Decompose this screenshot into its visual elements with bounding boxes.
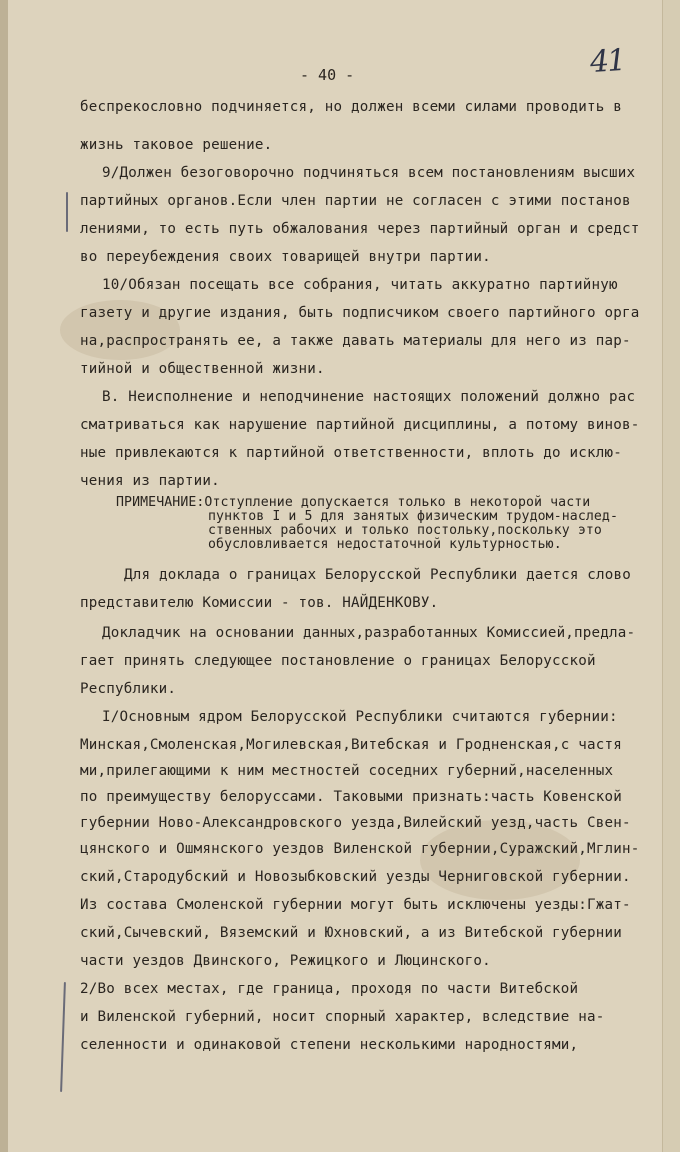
- text-line: жизнь таковое решение.: [80, 137, 273, 153]
- text-line: Для доклада о границах Белорусской Республики дается слово: [124, 567, 632, 583]
- text-line: лениями, то есть путь обжалования через партийный орган и средст: [80, 221, 640, 237]
- text-line: сматриваться как нарушение партийной дисциплины, а потому винов-: [80, 417, 640, 433]
- text-line: ский,Стародубский и Новозыбковский уезды Черниговской губернии.: [80, 869, 631, 885]
- page-number: - 40 -: [300, 66, 355, 84]
- note-line: обусловливается недостаточной культурностью.: [208, 537, 562, 552]
- archive-sheet-number: 41: [588, 42, 626, 81]
- note-line: ственных рабочих и только постольку,поскольку это: [208, 523, 602, 538]
- text-line: 10/Обязан посещать все собрания, читать аккуратно партийную: [102, 277, 618, 293]
- text-line: ми,прилегающими к ним местностей соседних губерний,населенных: [80, 763, 614, 779]
- text-line: чения из партии.: [80, 473, 220, 489]
- text-line: ные привлекаются к партийной ответственности, вплоть до исклю-: [80, 445, 622, 461]
- text-line: цянского и Ошмянского уездов Виленской губернии,Суражский,Мглин-: [80, 841, 640, 857]
- text-line: I/Основным ядром Белорусской Республики считаются губернии:: [102, 709, 618, 725]
- text-line: и Виленской губерний, носит спорный характер, вследствие на-: [80, 1009, 605, 1025]
- text-line: Минская,Смоленская,Могилевская,Витебская и Гродненская,с частя: [80, 737, 622, 753]
- text-line: Из состава Смоленской губернии могут быть исключены уезды:Гжат-: [80, 897, 631, 913]
- margin-pencil-mark: [60, 982, 66, 1092]
- margin-pencil-mark: [66, 192, 68, 232]
- text-line: партийных органов.Если член партии не согласен с этими постанов: [80, 193, 631, 209]
- text-line: части уездов Двинского, Режицкого и Люцинского.: [80, 953, 491, 969]
- binding-gutter: [0, 0, 8, 1152]
- text-line: беспрекословно подчиняется, но должен всеми силами проводить в: [80, 99, 622, 115]
- text-line: ский,Сычевский, Вяземский и Юхновский, а из Витебской губернии: [80, 925, 622, 941]
- text-line: на,распространять ее, а также давать материалы для него из пар-: [80, 333, 631, 349]
- text-line: Докладчик на основании данных,разработанных Комиссией,предла-: [102, 625, 636, 641]
- text-line: Республики.: [80, 681, 177, 697]
- note-line: пунктов I и 5 для занятых физическим трудом-наслед-: [208, 509, 619, 524]
- text-line: представителю Комиссии - тов. НАЙДЕНКОВУ.: [80, 595, 439, 611]
- text-line: газету и другие издания, быть подписчиком своего партийного орга: [80, 305, 640, 321]
- text-line: губернии Ново-Александровского уезда,Вилейский уезд,часть Свен-: [80, 815, 631, 831]
- note-line: ПРИМЕЧАНИЕ:Отступление допускается только в некоторой части: [116, 495, 591, 510]
- text-line: во переубеждения своих товарищей внутри партии.: [80, 249, 491, 265]
- text-line: по преимуществу белоруссами. Таковыми признать:часть Ковенской: [80, 789, 622, 805]
- text-line: гает принять следующее постановление о границах Белорусской: [80, 653, 596, 669]
- text-line: 2/Во всех местах, где граница, проходя по части Витебской: [80, 981, 579, 997]
- text-line: селенности и одинаковой степени несколькими народностями,: [80, 1037, 579, 1053]
- paper-stain: [420, 820, 580, 900]
- text-line: В. Неисполнение и неподчинение настоящих положений должно рас: [102, 389, 636, 405]
- text-line: 9/Должен безоговорочно подчиняться всем постановлениям высших: [102, 165, 636, 181]
- page-edge: [662, 0, 680, 1152]
- text-line: тийной и общественной жизни.: [80, 361, 325, 377]
